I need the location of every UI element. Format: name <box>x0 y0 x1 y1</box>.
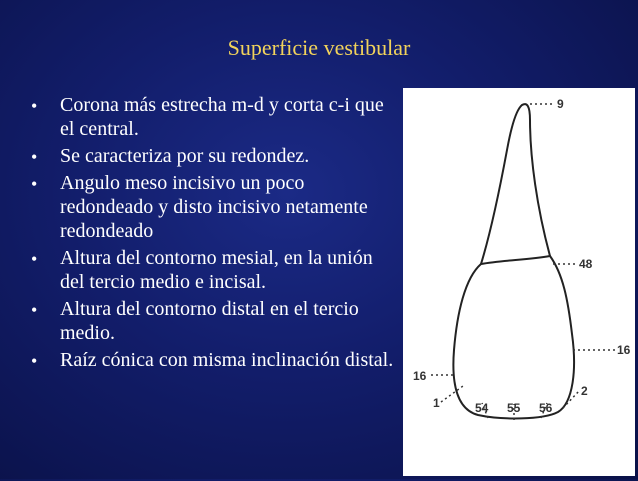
tooth-crown-outline <box>453 256 574 418</box>
label-mid-right: 48 <box>579 257 593 271</box>
bullet-text: Altura del contorno distal en el tercio medio. <box>60 298 359 344</box>
bullet-dot-icon: • <box>31 147 38 167</box>
bullet-item <box>28 348 398 372</box>
label-right-lower: 16 <box>617 343 631 357</box>
label-left-lower: 16 <box>413 369 427 383</box>
bullet-text: Altura del contorno mesial, en la unión del tercio medio e incisal. <box>60 247 373 293</box>
tooth-root-outline <box>481 104 550 264</box>
bullet-item <box>28 246 398 294</box>
bullet-text: Angulo meso incisivo un poco redondeado y disto incisivo netamente redondeado <box>60 172 368 242</box>
bullet-item <box>28 93 398 141</box>
label-bottom-right: 2 <box>581 384 588 398</box>
bullet-text: Se caracteriza por su redondez. <box>60 145 310 167</box>
bullet-list <box>28 93 398 375</box>
bullet-dot-icon: • <box>31 351 38 371</box>
bullet-dot-icon: • <box>31 249 38 269</box>
label-bottom-left: 1 <box>433 396 440 410</box>
bullet-dot-icon: • <box>31 96 38 116</box>
slide-title: Superficie vestibular <box>227 35 411 60</box>
bullet-item <box>28 297 398 345</box>
label-bottom-c: 56 <box>539 401 553 415</box>
bullet-item <box>28 144 398 168</box>
label-bottom-a: 54 <box>475 401 489 415</box>
label-apex: 9 <box>557 97 564 111</box>
bullet-item <box>28 171 398 243</box>
bullet-dot-icon: • <box>31 300 38 320</box>
tooth-diagram-panel <box>403 88 635 476</box>
bullet-text: Raíz cónica con misma inclinación distal. <box>60 349 394 371</box>
tooth-diagram <box>403 88 635 476</box>
bullet-text: Corona más estrecha m-d y corta c-i que el central. <box>60 94 384 140</box>
label-bottom-b: 55 <box>507 401 521 415</box>
bullet-dot-icon: • <box>31 174 38 194</box>
